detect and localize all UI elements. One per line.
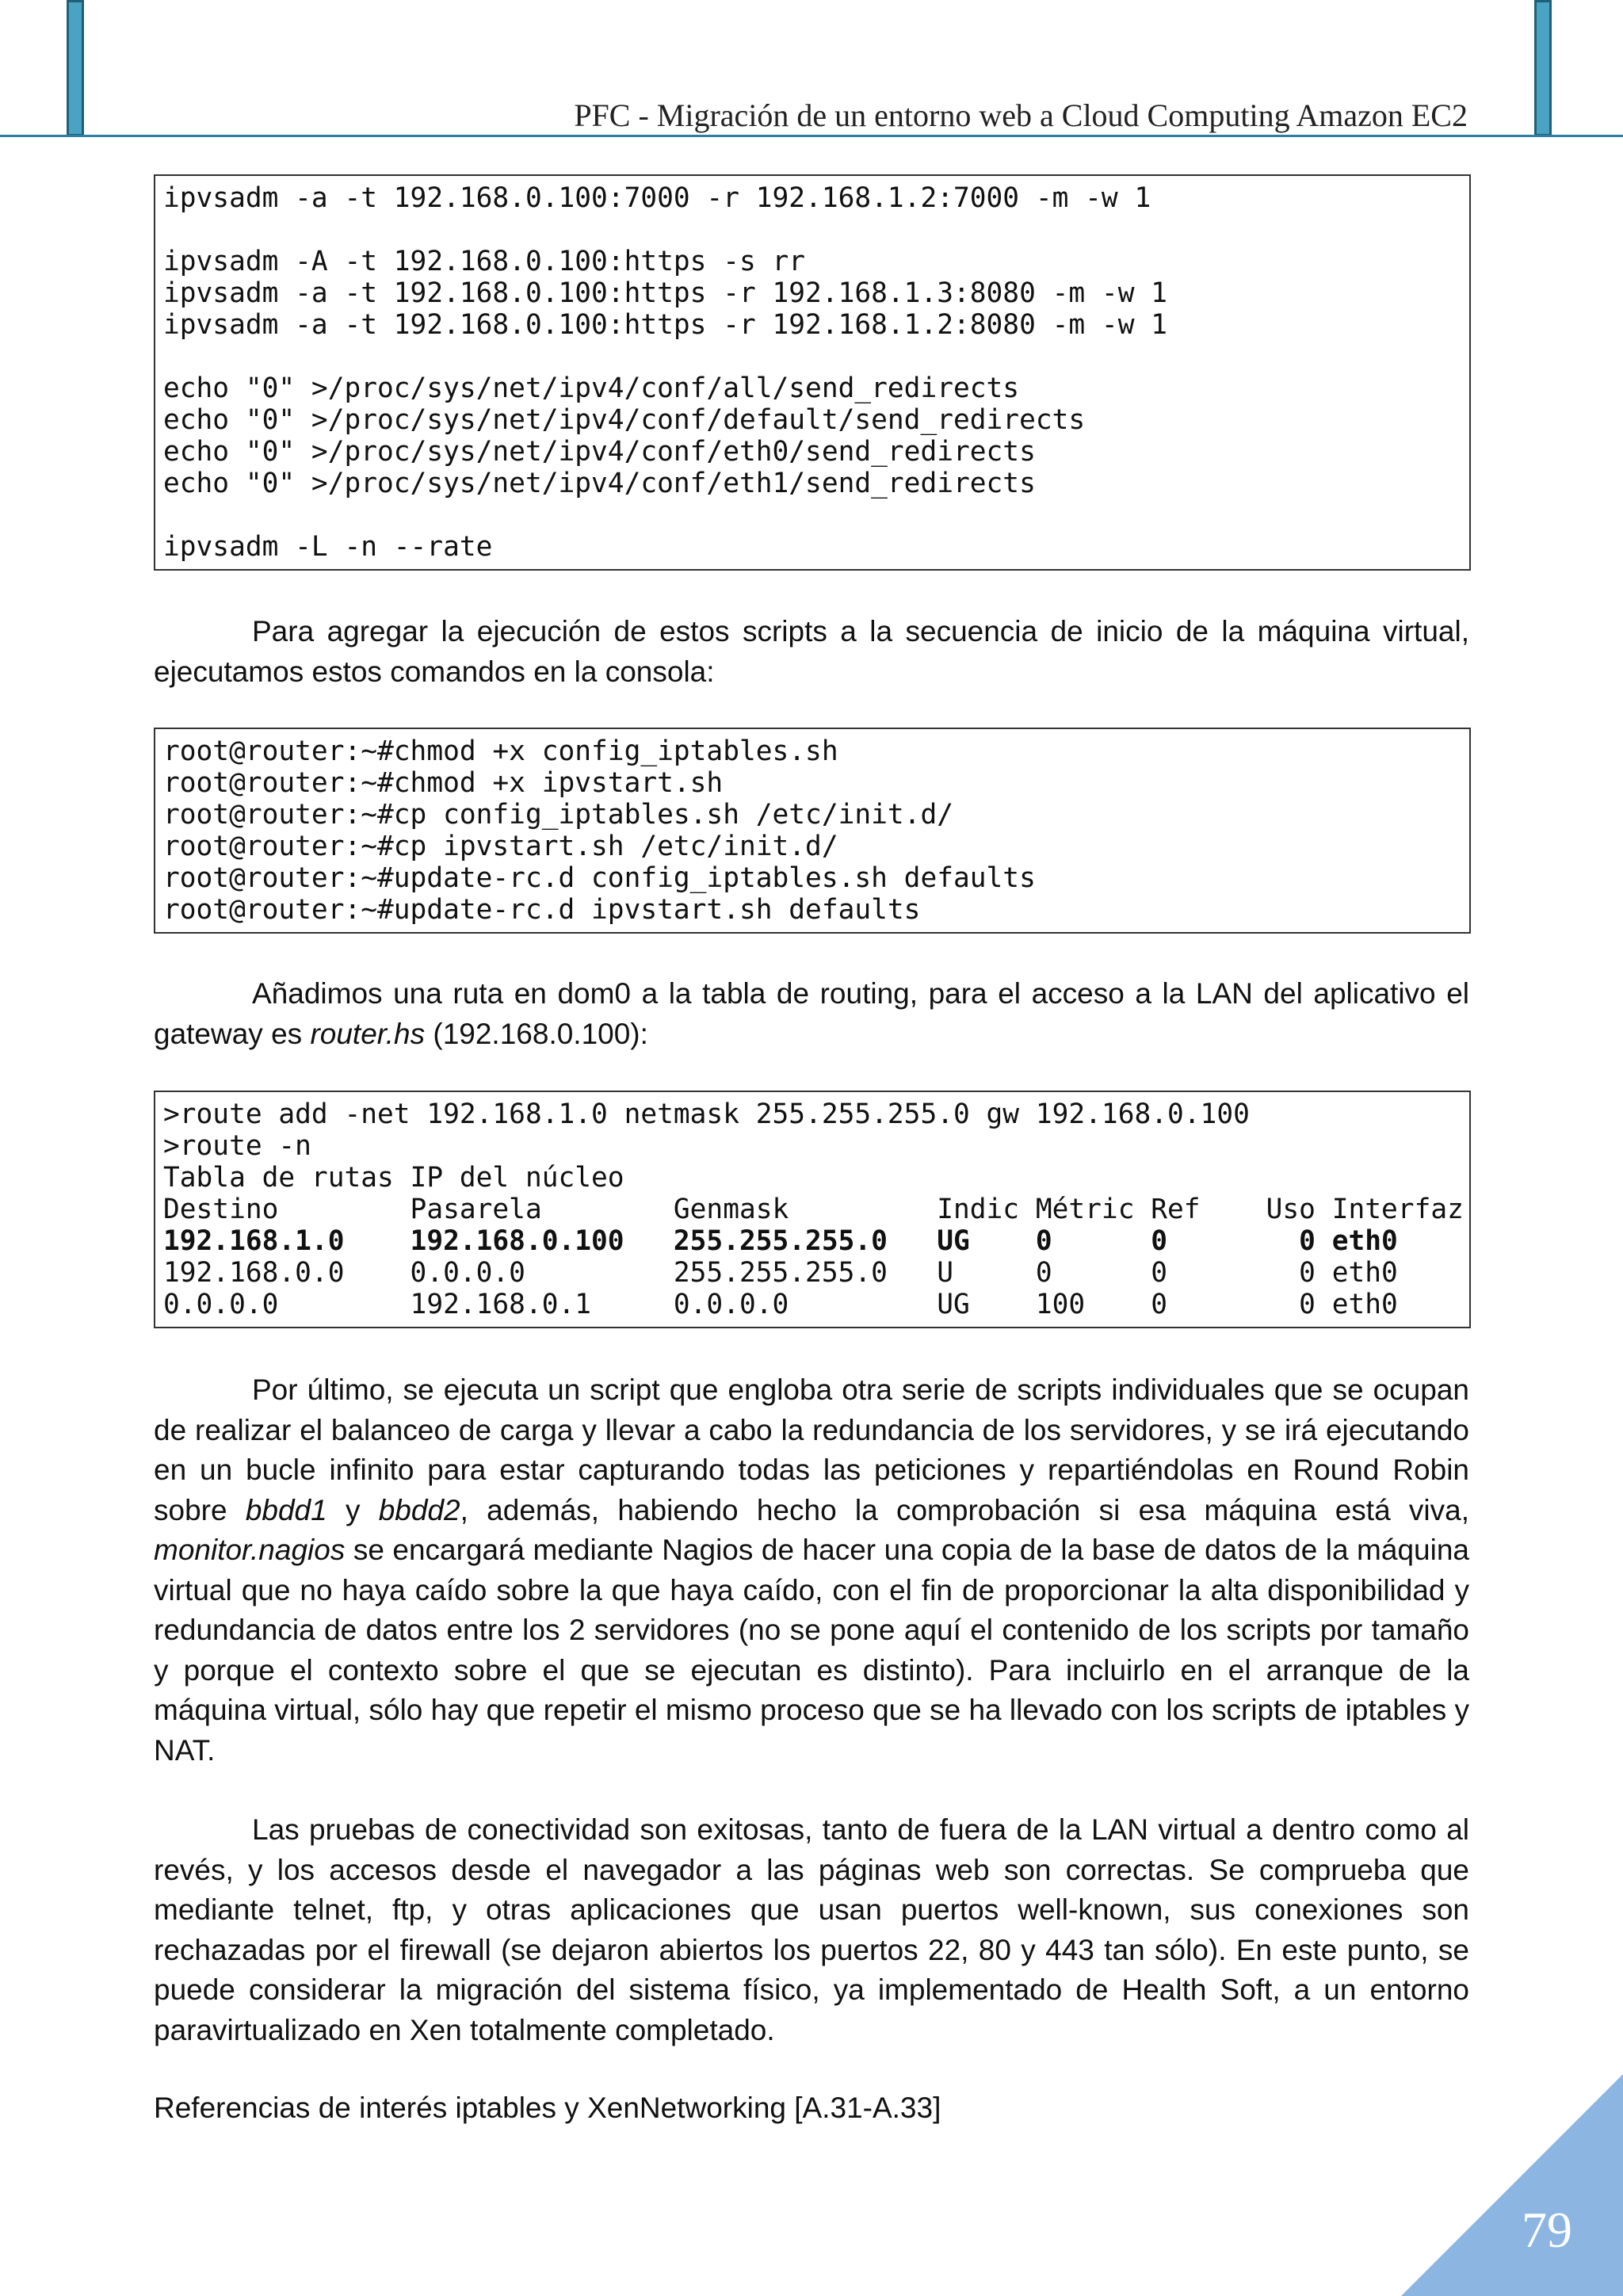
paragraph-text: Las pruebas de conectividad son exitosas, tanto de fuera de la LAN virtual a dentro como al revés, y los accesos desde el navegador a las páginas web son correctas. Se comprueba que mediante telnet, ftp, y otras aplicaciones que usan puertos well-known, sus conexiones son rechazadas por el firewall (se dejaron abiertos los puertos 22, 80 y 443 tan sólo). En este punto, se puede considerar la migración del sistema físico, ya implementado de Health Soft, a un entorno paravirtualizado en Xen totalmente completado. bbox=[154, 1813, 1469, 2046]
paragraph-italic: monitor.nagios bbox=[154, 1534, 346, 1566]
page-number: 79 bbox=[1522, 2202, 1572, 2258]
code-line: root@router:~#chmod +x ipvstart.sh bbox=[163, 767, 724, 799]
code-block-console-commands bbox=[154, 728, 1471, 934]
code-line: root@router:~#chmod +x config_iptables.sh bbox=[163, 735, 838, 767]
route-table-header: Destino Pasarela Genmask Indic Métric Ref Uso Interfaz bbox=[163, 1194, 1464, 1225]
paragraph-text: Añadimos una ruta en dom0 a la tabla de routing, para el acceso a la LAN del aplicativo el gateway es bbox=[154, 977, 1469, 1050]
code-line: >route -n bbox=[163, 1130, 311, 1162]
paragraph-route-dom0 bbox=[154, 974, 1469, 1054]
code-line bbox=[163, 341, 1461, 372]
code-line: echo "0" >/proc/sys/net/ipv4/conf/eth0/send_redirects bbox=[163, 436, 1036, 468]
header-decoration-right bbox=[1534, 0, 1552, 136]
paragraph-text: y bbox=[327, 1493, 379, 1526]
paragraph-text: Para agregar la ejecución de estos scripts a la secuencia de inicio de la máquina virtual, ejecutamos estos comandos en la consola: bbox=[154, 615, 1469, 688]
code-line: echo "0" >/proc/sys/net/ipv4/conf/all/send_redirects bbox=[163, 372, 1020, 404]
code-line: >route add -net 192.168.1.0 netmask 255.255.255.0 gw 192.168.0.100 bbox=[163, 1098, 1250, 1130]
header-decoration-left bbox=[67, 0, 84, 136]
route-table-row: 0.0.0.0 192.168.0.1 0.0.0.0 UG 100 0 0 eth0 bbox=[163, 1289, 1398, 1320]
code-line: ipvsadm -A -t 192.168.0.100:https -s rr bbox=[163, 246, 806, 277]
code-line: root@router:~#cp ipvstart.sh /etc/init.d/ bbox=[163, 831, 838, 862]
code-line: root@router:~#update-rc.d ipvstart.sh defaults bbox=[163, 894, 921, 926]
code-line: Tabla de rutas IP del núcleo bbox=[163, 1162, 624, 1194]
route-table-row: 192.168.0.0 0.0.0.0 255.255.255.0 U 0 0 0 eth0 bbox=[163, 1257, 1398, 1289]
code-line: echo "0" >/proc/sys/net/ipv4/conf/default/send_redirects bbox=[163, 404, 1086, 436]
code-line: ipvsadm -a -t 192.168.0.100:7000 -r 192.168.1.2:7000 -m -w 1 bbox=[163, 182, 1151, 214]
paragraph-italic: router.hs bbox=[310, 1017, 426, 1050]
paragraph-italic: bbdd2 bbox=[378, 1493, 460, 1526]
paragraph-startup-scripts bbox=[154, 612, 1469, 692]
paragraph-text: (192.168.0.100): bbox=[425, 1017, 648, 1050]
code-line: echo "0" >/proc/sys/net/ipv4/conf/eth1/send_redirects bbox=[163, 468, 1036, 499]
paragraph-italic: bbdd1 bbox=[245, 1493, 327, 1526]
code-line bbox=[163, 214, 1461, 246]
page-corner-decoration bbox=[1401, 2074, 1623, 2296]
paragraph-text: , además, habiendo hecho la comprobación si esa máquina está viva, bbox=[460, 1493, 1469, 1526]
page-header-title: PFC - Migración de un entorno web a Cloud Computing Amazon EC2 bbox=[574, 97, 1468, 133]
code-block-ipvsadm bbox=[154, 174, 1471, 571]
route-table-row-highlighted: 192.168.1.0 192.168.0.100 255.255.255.0 UG 0 0 0 eth0 bbox=[163, 1225, 1398, 1257]
code-block-route-table bbox=[154, 1091, 1471, 1328]
code-line: ipvsadm -a -t 192.168.0.100:https -r 192.168.1.3:8080 -m -w 1 bbox=[163, 277, 1168, 309]
code-line: ipvsadm -L -n --rate bbox=[163, 531, 493, 563]
code-line bbox=[163, 499, 1461, 531]
header-rule bbox=[0, 135, 1623, 137]
paragraph-connectivity-tests bbox=[154, 1810, 1469, 2050]
code-line: ipvsadm -a -t 192.168.0.100:https -r 192.168.1.2:8080 -m -w 1 bbox=[163, 309, 1168, 341]
paragraph-text: se encargará mediante Nagios de hacer una copia de la base de datos de la máquina virtual que no haya caído sobre la que haya caído, con el fin de proporcionar la alta disponibilidad y redundancia de datos entre los 2 servidores (no se pone aquí el contenido de los scripts por tamaño y porque el contexto sobre el que se ejecutan es distinto). Para incluirlo en el arranque de la máquina virtual, sólo hay que repetir el mismo proceso que se ha llevado con los scripts de iptables y NAT. bbox=[154, 1534, 1469, 1767]
paragraph-text: Por último, se ejecuta un script que engloba otra serie de scripts individuales que se ocupan de realizar el balanceo de carga y llevar a cabo la redundancia de los servidores, y se irá ejecutando en un bucle infinito para estar capturando todas las peticiones y repartiéndolas en Round Robin sobre bbox=[154, 1373, 1469, 1526]
code-line: root@router:~#update-rc.d config_iptables.sh defaults bbox=[163, 862, 1036, 894]
paragraph-load-balancing bbox=[154, 1370, 1469, 1771]
code-line: root@router:~#cp config_iptables.sh /etc/init.d/ bbox=[163, 799, 953, 831]
references-line: Referencias de interés iptables y XenNetworking [A.31-A.33] bbox=[154, 2092, 941, 2124]
